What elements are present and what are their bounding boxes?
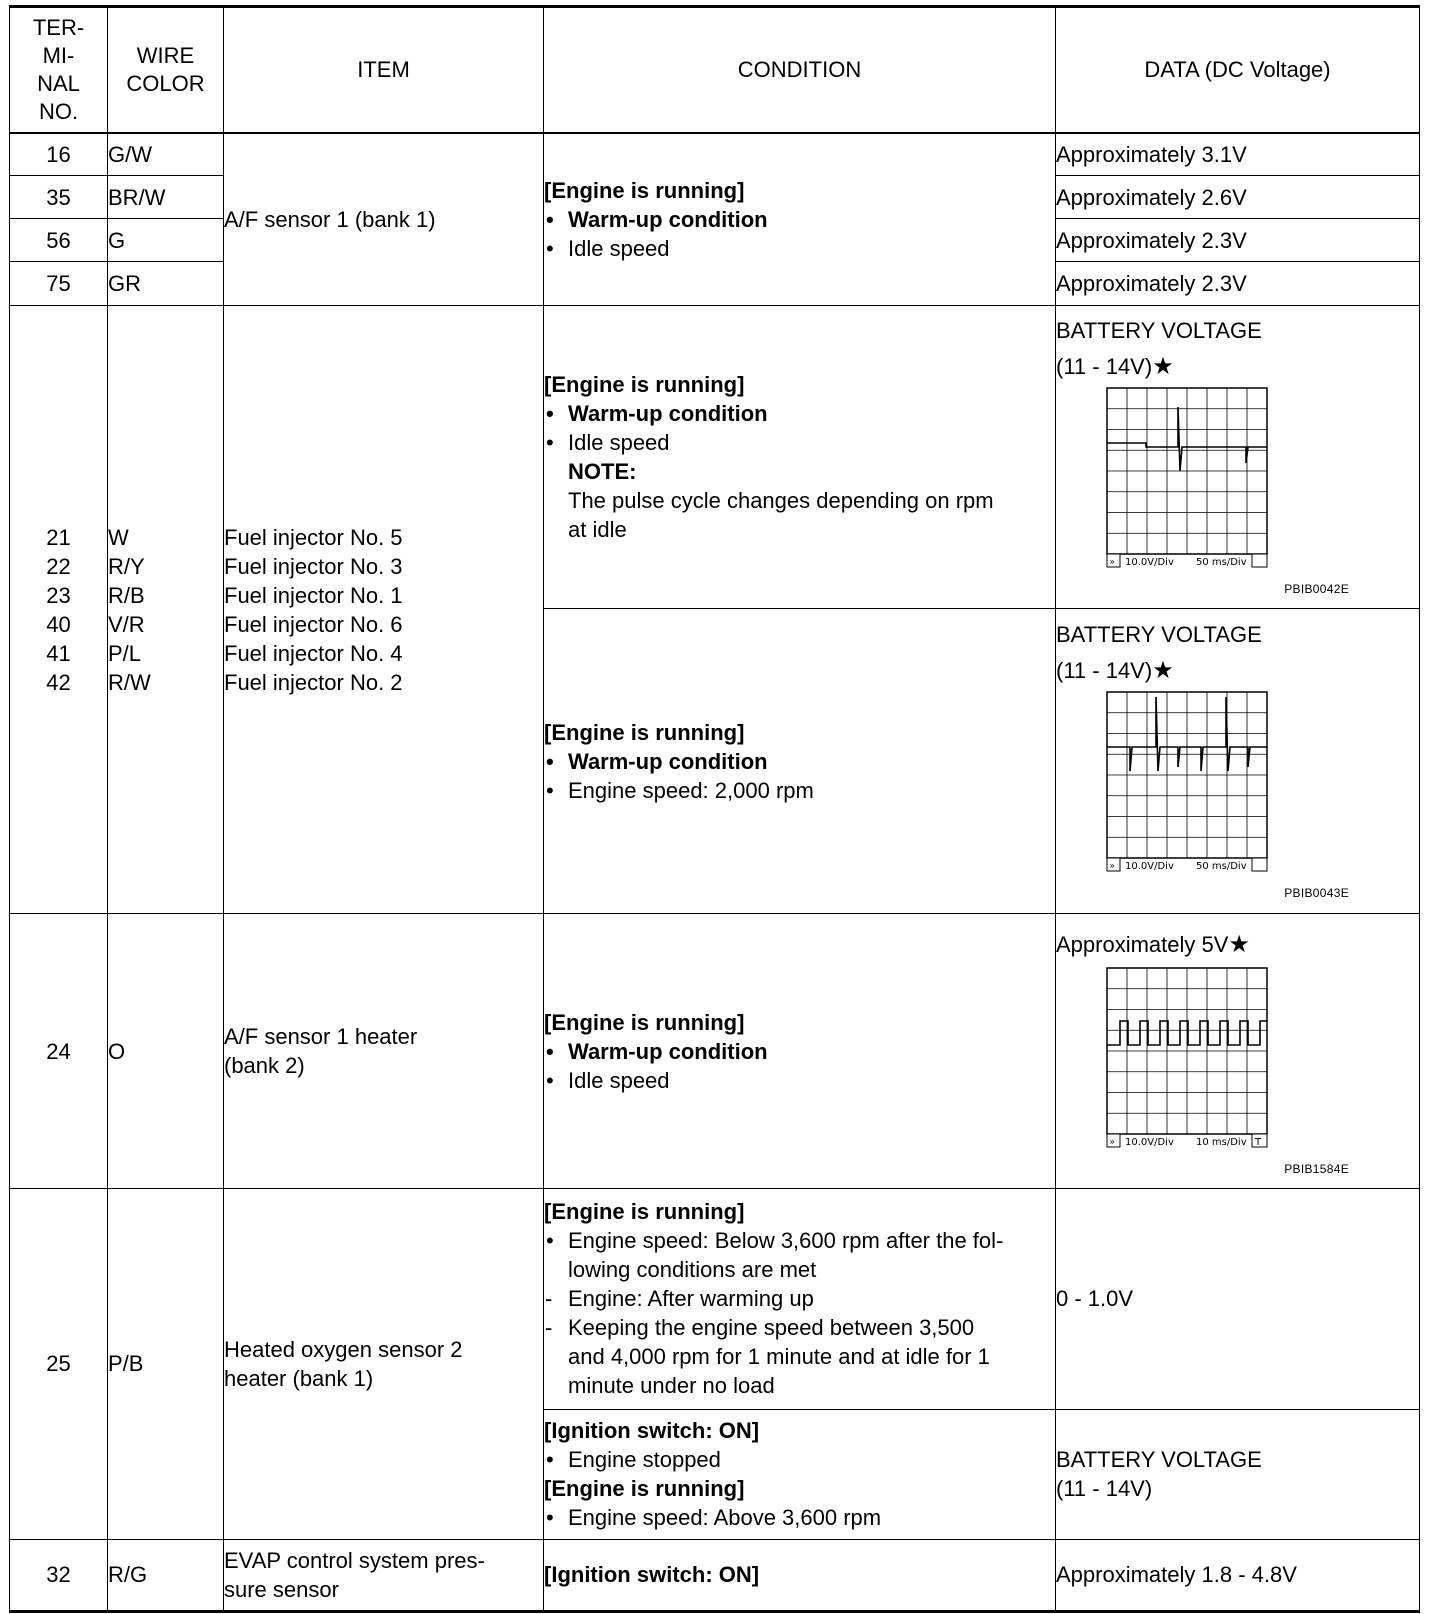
item-ho2s2-heater: Heated oxygen sensor 2 heater (bank 1) [224,1188,544,1539]
condition-heading: [Engine is running] [544,1476,745,1502]
condition-heading: [Engine is running] [544,1199,745,1225]
data-value: Approximately 2.3V [1056,219,1420,262]
terminal-no: 35 [10,176,108,219]
terminal-no: 21 22 23 40 41 42 [10,306,108,914]
condition-cell [544,609,1056,914]
scope-arrow-icon: » [1109,557,1116,568]
waveform-scope [1106,387,1276,569]
condition-bullet: • Idle speed [544,1066,1055,1095]
terminal-no: 32 [10,1539,108,1611]
item-evap-pressure-sensor: EVAP control system pres- sure sensor [224,1539,544,1611]
waveform-scope [1106,691,1276,873]
condition-bullet: • Engine stopped [544,1445,1055,1474]
condition-bullet: • Engine speed: Above 3,600 rpm [544,1503,1055,1532]
wire-color: GR [108,262,224,306]
data-value: Approximately 3.1V [1056,133,1420,176]
terminal-no: 16 [10,133,108,176]
star-icon: ★ [1228,930,1250,958]
table-row [10,1188,1420,1409]
header-item: ITEM [224,7,544,133]
condition-heading: [Ignition switch: ON] [544,1418,760,1444]
header-data: DATA (DC Voltage) [1056,7,1420,133]
table-header-row [10,7,1420,133]
note-label: NOTE: [568,459,637,485]
data-value: 0 - 1.0V [1056,1188,1420,1409]
condition-heading: [Engine is running] [544,1009,745,1035]
wire-color: P/B [108,1188,224,1539]
condition-bullet: • Warm-up condition [544,747,1055,776]
data-value: BATTERY VOLTAGE (11 - 14V) [1056,1409,1420,1539]
condition-bullet: • Warm-up condition [544,399,1055,428]
condition-dash-item: - Keeping the engine speed between 3,500 and 4,000 rpm for 1 minute and at idle for 1 minute under no load [544,1313,1055,1400]
header-terminal-no: TER- MI- NAL NO. [10,7,108,133]
wire-color: W R/Y R/B V/R P/L R/W [108,306,224,914]
scope-grid [1107,388,1267,554]
item-af-sensor-heater: A/F sensor 1 heater (bank 2) [224,914,544,1188]
note-text: The pulse cycle changes depending on rpm at idle [568,488,994,543]
scope-time: 50 ms/Div [1196,860,1247,872]
figure-id: PBIB0043E [1284,885,1349,900]
terminal-data-table [9,5,1420,1613]
condition-bullet: • Warm-up condition [544,1037,1055,1066]
data-range: (11 - 14V) [1056,657,1153,683]
item-fuel-injectors: Fuel injector No. 5 Fuel injector No. 3 Fuel injector No. 1 Fuel injector No. 6 Fuel injector No. 4 Fuel injector No. 2 [224,306,544,914]
condition-cell [544,306,1056,609]
scope-grid [1107,692,1267,858]
terminal-no: 75 [10,262,108,306]
condition-heading: [Ignition switch: ON] [544,1539,1056,1611]
table-row [10,914,1420,1188]
header-condition: CONDITION [544,7,1056,133]
data-waveform-cell [1056,306,1420,609]
data-value: Approximately 2.6V [1056,176,1420,219]
figure-id: PBIB1584E [1284,1161,1349,1176]
condition-bullet: • Warm-up condition [544,205,1055,234]
wire-color: R/G [108,1539,224,1611]
star-icon: ★ [1152,352,1174,380]
data-label: Approximately 5V [1056,931,1229,957]
data-label: BATTERY VOLTAGE [1056,317,1262,343]
condition-bullet: • Idle speed [544,428,1055,457]
table-row [10,1539,1420,1611]
wire-color: G [108,219,224,262]
scope-scale: 10.0V/Div [1125,1136,1174,1148]
scope-scale: 10.0V/Div [1125,556,1174,568]
condition-cell [544,914,1056,1188]
terminal-no: 24 [10,914,108,1188]
condition-bullet: • Engine speed: 2,000 rpm [544,776,1055,805]
scope-time: 10 ms/Div [1196,1136,1247,1148]
table-row [10,306,1420,609]
star-icon: ★ [1152,656,1174,684]
data-value: Approximately 2.3V [1056,262,1420,306]
condition-heading: [Engine is running] [544,177,745,203]
item-af-sensor-bank1: A/F sensor 1 (bank 1) [224,133,544,306]
condition-cell [544,1409,1056,1539]
scope-grid [1107,968,1267,1134]
figure-id: PBIB0042E [1284,581,1349,596]
terminal-no: 25 [10,1188,108,1539]
condition-heading: [Engine is running] [544,372,745,398]
scope-arrow-icon: » [1109,861,1116,872]
terminal-no: 56 [10,219,108,262]
scope-time: 50 ms/Div [1196,556,1247,568]
table-row [10,133,1420,176]
wire-color: O [108,914,224,1188]
data-label: BATTERY VOLTAGE [1056,621,1262,647]
condition-cell [544,1188,1056,1409]
condition-cell [544,133,1056,306]
condition-heading: [Engine is running] [544,719,745,745]
condition-bullet: • Idle speed [544,234,1055,263]
data-waveform-cell [1056,609,1420,914]
waveform-scope [1106,967,1276,1149]
data-range: (11 - 14V) [1056,353,1153,379]
data-value: Approximately 1.8 - 4.8V [1056,1539,1420,1611]
condition-dash-item: - Engine: After warming up [544,1284,1055,1313]
wire-color: BR/W [108,176,224,219]
scope-arrow-icon: » [1109,1137,1116,1148]
data-waveform-cell [1056,914,1420,1188]
condition-bullet: • Engine speed: Below 3,600 rpm after the fol- lowing conditions are met [544,1226,1055,1284]
header-wire-color: WIRE COLOR [108,7,224,133]
scope-scale: 10.0V/Div [1125,860,1174,872]
scope-trigger-marker: T [1255,1136,1262,1148]
wire-color: G/W [108,133,224,176]
